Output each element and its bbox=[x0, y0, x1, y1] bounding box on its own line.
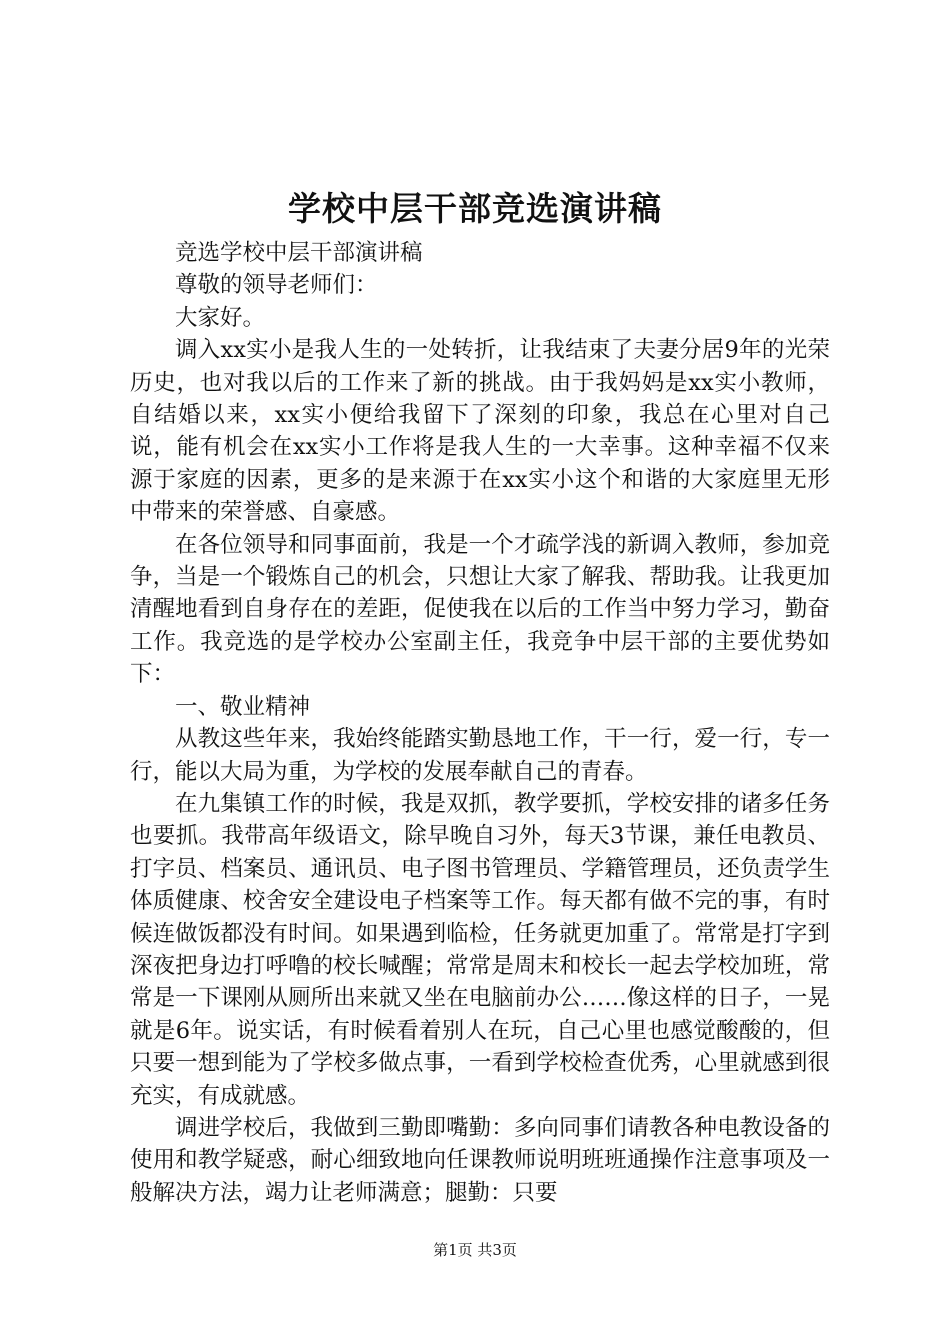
body-paragraph-greeting: 大家好。 bbox=[175, 304, 266, 331]
page-number-footer: 第1页 共3页 bbox=[433, 1241, 517, 1259]
body-paragraph: 在各位领导和同事面前，我是一个才疏学浅的新调入教师，参加竞争，当是一个锻炼自己的机会，只想让大家了解我、帮助我。让我更加清醒地看到自身存在的差距，促使我在以后的工作当中努力学习，勤奋工作。我竞选的是学校办公室副主任，我竞争中层干部的主要优势如下： bbox=[130, 531, 830, 688]
document-title: 学校中层干部竞选演讲稿 bbox=[288, 189, 662, 228]
body-paragraph: 从教这些年来，我始终能踏实勤恳地工作，干一行，爱一行，专一行，能以大局为重，为学校的发展奉献自己的青春。 bbox=[130, 726, 830, 785]
document-body bbox=[130, 237, 830, 1209]
body-paragraph: 调入xx实小是我人生的一处转折，让我结束了夫妻分居9年的光荣历史，也对我以后的工作来了新的挑战。由于我妈妈是xx实小教师，自结婚以来，xx实小便给我留下了深刻的印象，我总在心里对自己说，能有机会在xx实小工作将是我人生的一大幸事。这种幸福不仅来源于家庭的因素，更多的是来源于在xx实小这个和谐的大家庭里无形中带来的荣誉感、自豪感。 bbox=[130, 337, 830, 526]
section-heading: 一、敬业精神 bbox=[175, 693, 311, 720]
body-paragraph: 调进学校后，我做到三勤即嘴勤：多向同事们请教各种电教设备的使用和教学疑惑，耐心细致地向任课教师说明班班通操作注意事项及一般解决方法，竭力让老师满意；腿勤：只要 bbox=[130, 1114, 830, 1206]
body-paragraph-subtitle: 竞选学校中层干部演讲稿 bbox=[175, 240, 423, 266]
body-paragraph: 在九集镇工作的时候，我是双抓，教学要抓，学校安排的诸多任务也要抓。我带高年级语文，除早晚自习外，每天3节课，兼任电教员、打字员、档案员、通讯员、电子图书管理员、学籍管理员，还负责学生体质健康、校舍安全建设电子档案等工作。每天都有做不完的事，有时候连做饭都没有时间。如果遇到临检，任务就更加重了。常常是打字到深夜把身边打呼噜的校长喊醒；常常是周末和校长一起去学校加班，常常是一下课刚从厕所出来就又坐在电脑前办公……像这样的日子，一晃就是6年。说实话，有时候看着别人在玩，自己心里也感觉酸酸的，但只要一想到能为了学校多做点事，一看到学校检查优秀，心里就感到很充实，有成就感。 bbox=[130, 790, 830, 1109]
body-paragraph-salutation: 尊敬的领导老师们： bbox=[175, 272, 378, 299]
